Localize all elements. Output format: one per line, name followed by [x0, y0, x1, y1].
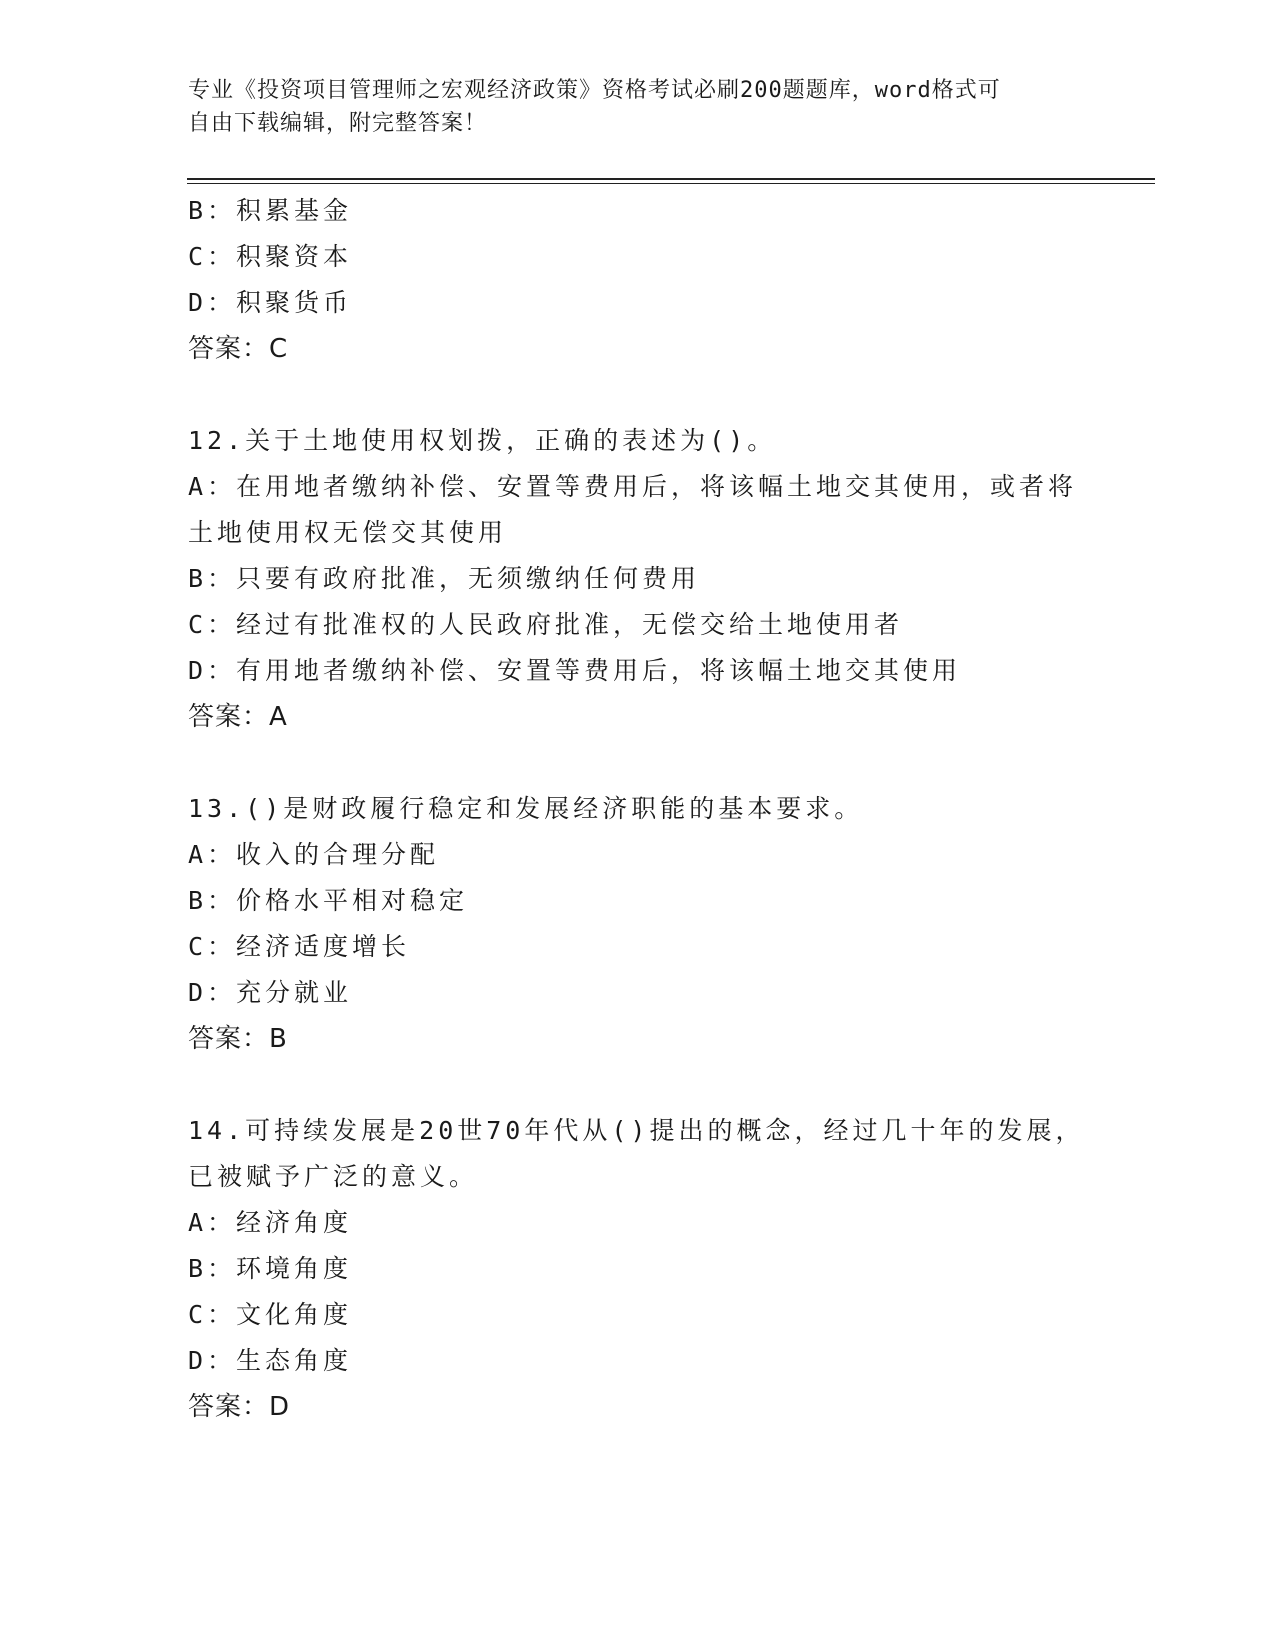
question-12 [188, 418, 1088, 740]
option-line: B：只要有政府批准，无须缴纳任何费用 [188, 564, 701, 593]
header-divider-thin [187, 183, 1155, 184]
answer-line: 答案：A [188, 702, 288, 732]
option-line: C：经济适度增长 [188, 932, 411, 961]
option-line: B：价格水平相对稳定 [188, 886, 469, 915]
answer-line: 答案：C [188, 334, 289, 364]
option-line: C：文化角度 [188, 1300, 353, 1329]
document-header [188, 74, 1078, 140]
option-line: A：在用地者缴纳补偿、安置等费用后，将该幅土地交其使用，或者将 [188, 472, 1078, 501]
question-14 [188, 1108, 1088, 1430]
question-stem-continued: 已被赋予广泛的意义。 [188, 1162, 479, 1191]
option-line: A：收入的合理分配 [188, 840, 440, 869]
question-stem: 12.关于土地使用权划拨，正确的表述为()。 [188, 426, 777, 455]
option-line: C：经过有批准权的人民政府批准，无偿交给土地使用者 [188, 610, 904, 639]
header-title-line-1: 专业《投资项目管理师之宏观经济政策》资格考试必刷200题题库，word格式可 [188, 78, 1001, 103]
question-stem: 14.可持续发展是20世70年代从()提出的概念，经过几十年的发展， [188, 1116, 1085, 1145]
option-line: C：积聚资本 [188, 242, 353, 271]
question-stem: 13.()是财政履行稳定和发展经济职能的基本要求。 [188, 794, 864, 823]
question-spacer [188, 1062, 1088, 1108]
question-spacer [188, 372, 1088, 418]
question-spacer [188, 740, 1088, 786]
option-line: A：经济角度 [188, 1208, 353, 1237]
option-line: D：生态角度 [188, 1346, 353, 1375]
option-line: B：积累基金 [188, 196, 353, 225]
option-line: 土地使用权无偿交其使用 [188, 518, 508, 547]
header-title-line-2: 自由下载编辑，附完整答案！ [188, 111, 488, 136]
question-list [188, 188, 1088, 1430]
option-line: B：环境角度 [188, 1254, 353, 1283]
answer-line: 答案：B [188, 1024, 288, 1054]
answer-line: 答案：D [188, 1392, 291, 1422]
option-line: D：积聚货币 [188, 288, 353, 317]
option-line: D：有用地者缴纳补偿、安置等费用后，将该幅土地交其使用 [188, 656, 962, 685]
option-line: D：充分就业 [188, 978, 353, 1007]
question-13 [188, 786, 1088, 1062]
question-11-continued [188, 188, 1088, 372]
header-divider-thick [187, 178, 1155, 180]
